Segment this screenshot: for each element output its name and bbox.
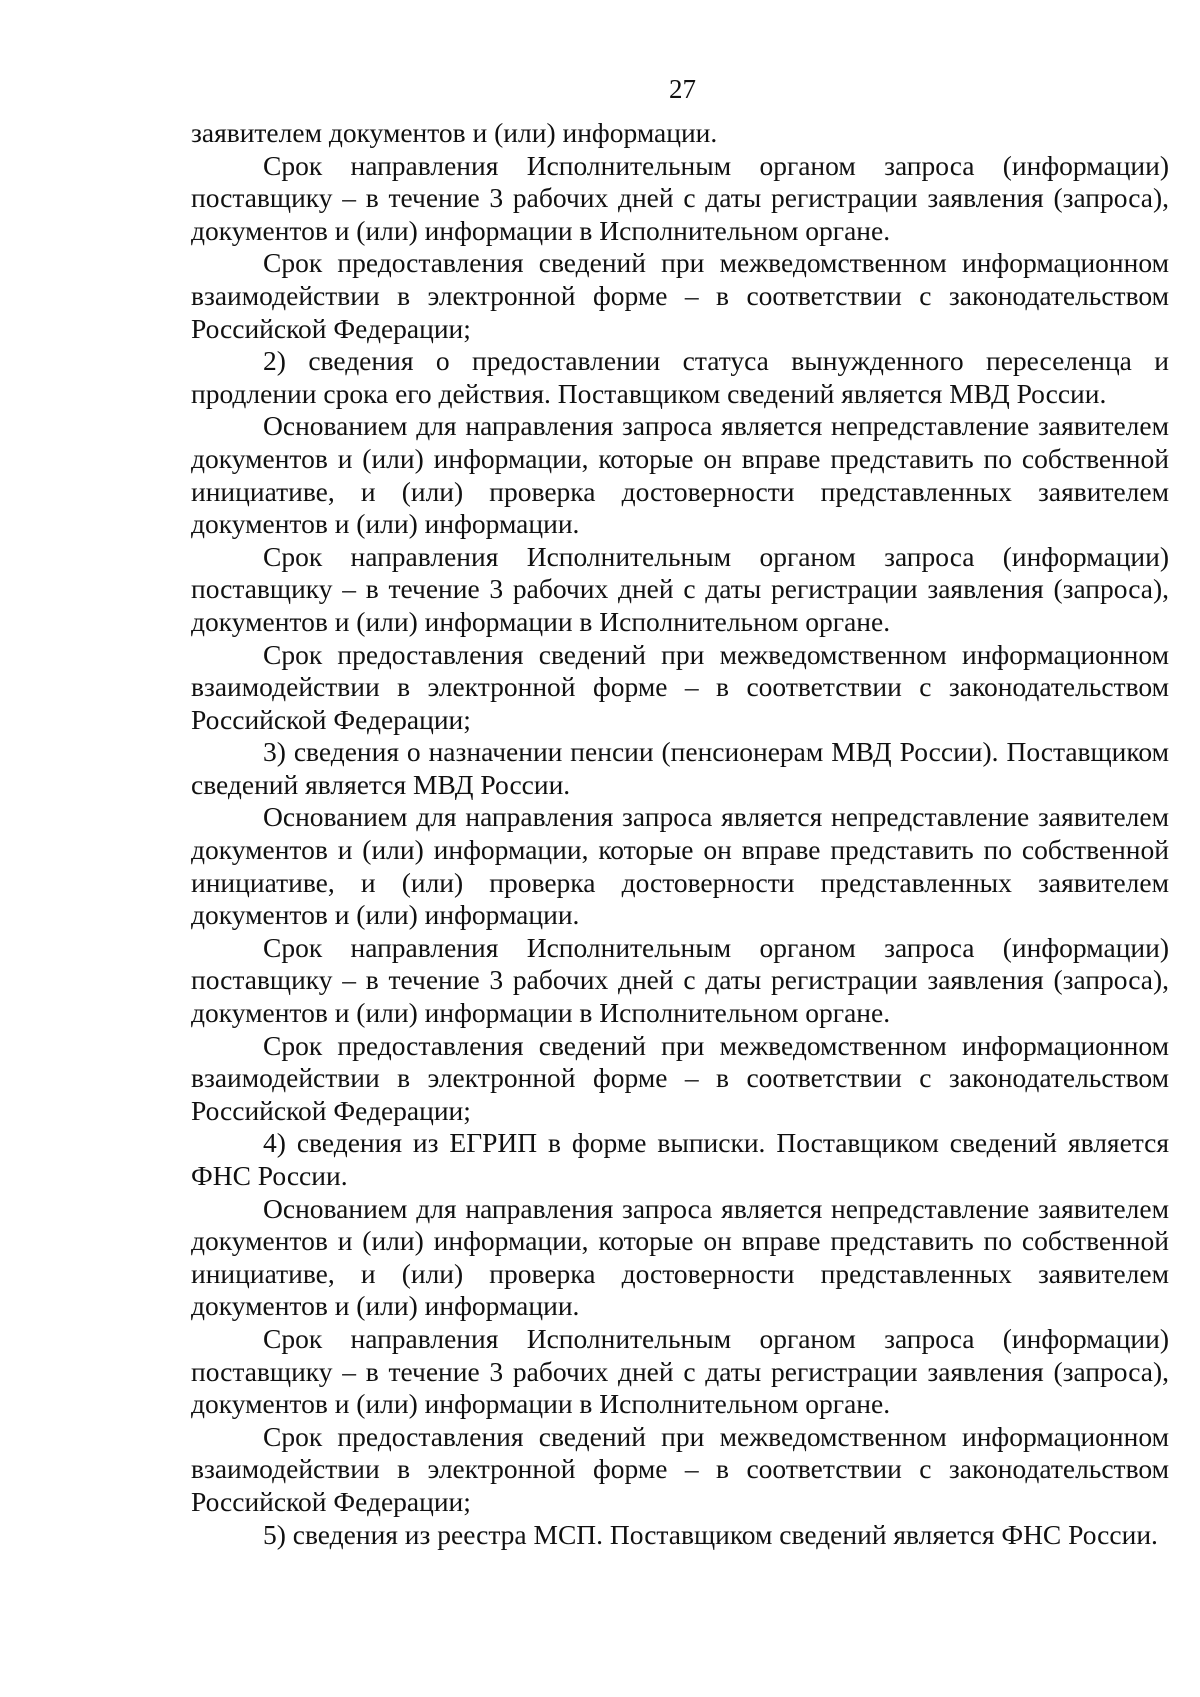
- paragraph: Основанием для направления запроса является непредставление заявителем документов и (или) информации, которые он вправе представить по собственной инициативе, и (или) проверка достоверности представленных заявителем документов и (или) информации.: [191, 801, 1169, 931]
- paragraph: 2) сведения о предоставлении статуса вынужденного переселенца и продлении срока его действия. Поставщиком сведений является МВД России.: [191, 345, 1169, 409]
- paragraph: Основанием для направления запроса является непредставление заявителем документов и (или) информации, которые он вправе представить по собственной инициативе, и (или) проверка достоверности представленных заявителем документов и (или) информации.: [191, 1192, 1169, 1322]
- paragraph: 4) сведения из ЕГРИП в форме выписки. Поставщиком сведений является ФНС России.: [191, 1127, 1169, 1191]
- paragraph: заявителем документов и (или) информации.: [191, 117, 718, 148]
- paragraph: Срок предоставления сведений при межведомственном информационном взаимодействии в электронной форме – в соответствии с законодательством Российской Федерации;: [191, 638, 1169, 735]
- paragraph: Срок направления Исполнительным органом запроса (информации) поставщику – в течение 3 рабочих дней с даты регистрации заявления (запроса), документов и (или) информации в Исполнительном органе.: [191, 540, 1169, 637]
- paragraph: Срок предоставления сведений при межведомственном информационном взаимодействии в электронной форме – в соответствии с законодательством Российской Федерации;: [191, 247, 1169, 344]
- paragraph: Срок направления Исполнительным органом запроса (информации) поставщику – в течение 3 рабочих дней с даты регистрации заявления (запроса), документов и (или) информации в Исполнительном органе.: [191, 1322, 1169, 1420]
- paragraph: Основанием для направления запроса является непредставление заявителем документов и (или) информации, которые он вправе представить по собственной инициативе, и (или) проверка достоверности представленных заявителем документов и (или) информации.: [191, 410, 1169, 540]
- paragraph: 3) сведения о назначении пенсии (пенсионерам МВД России). Поставщиком сведений является МВД России.: [191, 736, 1169, 800]
- paragraph: 5) сведения из реестра МСП. Поставщиком сведений является ФНС России.: [263, 1518, 1158, 1550]
- paragraph: Срок направления Исполнительным органом запроса (информации) поставщику – в течение 3 рабочих дней с даты регистрации заявления (запроса), документов и (или) информации в Исполнительном органе.: [191, 931, 1169, 1029]
- document-body: [191, 117, 1169, 1551]
- paragraph: Срок направления Исполнительным органом запроса (информации) поставщику – в течение 3 рабочих дней с даты регистрации заявления (запроса), документов и (или) информации в Исполнительном органе.: [191, 149, 1169, 246]
- page-number: 27: [669, 74, 696, 104]
- paragraph: Срок предоставления сведений при межведомственном информационном взаимодействии в электронной форме – в соответствии с законодательством Российской Федерации;: [191, 1029, 1169, 1126]
- paragraph: Срок предоставления сведений при межведомственном информационном взаимодействии в электронной форме – в соответствии с законодательством Российской Федерации;: [191, 1420, 1169, 1517]
